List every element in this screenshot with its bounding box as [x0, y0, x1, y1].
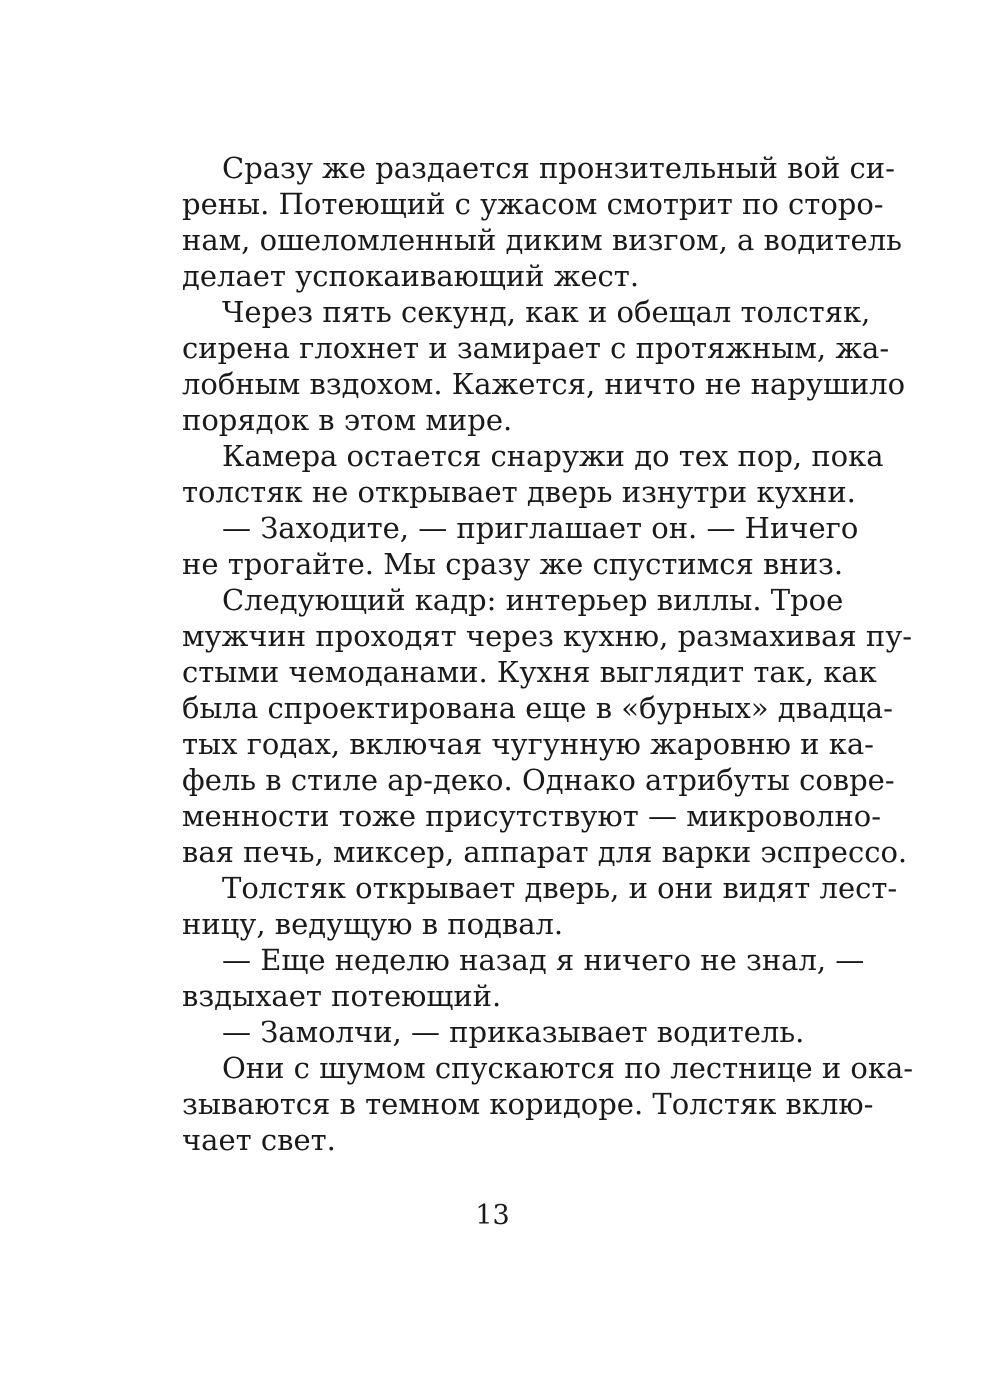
- text-line: была спроектирована еще в «бурных» двадца-: [182, 691, 893, 725]
- text-line: Через пять секунд, как и обещал толстяк,: [222, 295, 871, 329]
- text-line: нам, ошеломленный диким визгом, а водитель: [182, 223, 902, 257]
- text-line: Следующий кадр: интерьер виллы. Трое: [222, 583, 844, 617]
- paragraph: [182, 1050, 914, 1158]
- body-text: [182, 150, 914, 1158]
- text-line: мужчин проходят через кухню, размахивая пу-: [182, 619, 913, 653]
- text-line: сирена глохнет и замирает с протяжным, жа-: [182, 331, 890, 365]
- paragraph: [182, 510, 859, 582]
- paragraph: [182, 294, 906, 438]
- text-line: Камера остается снаружи до тех пор, пока: [222, 439, 884, 473]
- paragraph: [182, 1014, 805, 1050]
- paragraph: [182, 942, 865, 1014]
- text-line: делает успокаивающий жест.: [182, 259, 640, 293]
- text-line: фель в стиле ар-деко. Однако атрибуты совре-: [182, 763, 895, 797]
- paragraph: [182, 438, 884, 510]
- text-line: Толстяк открывает дверь, и они видят лест-: [222, 871, 898, 905]
- text-line: толстяк не открывает дверь изнутри кухни.: [182, 475, 856, 509]
- text-line: вая печь, миксер, аппарат для варки эспрессо.: [182, 835, 908, 869]
- text-line: стыми чемоданами. Кухня выглядит так, как: [182, 655, 877, 689]
- text-line: вздыхает потеющий.: [182, 979, 502, 1013]
- text-line: — Еще неделю назад я ничего не знал, —: [222, 943, 865, 977]
- text-line: менности тоже присутствуют — микроволно-: [182, 799, 882, 833]
- text-line: ницу, ведущую в подвал.: [182, 907, 564, 941]
- text-line: рены. Потеющий с ужасом смотрит по сторо-: [182, 187, 884, 221]
- text-line: Они с шумом спускаются по лестнице и ока-: [222, 1051, 914, 1085]
- paragraph: [182, 582, 913, 870]
- text-line: лобным вздохом. Кажется, ничто не нарушило: [182, 367, 906, 401]
- paragraph: [182, 870, 898, 942]
- text-line: порядок в этом мире.: [182, 403, 513, 437]
- page-number: 13: [475, 1200, 510, 1231]
- paragraph: [182, 150, 902, 294]
- text-line: не трогайте. Мы сразу же спустимся вниз.: [182, 547, 844, 581]
- text-line: зываются в темном коридоре. Толстяк вклю-: [182, 1087, 874, 1121]
- text-line: чает свет.: [182, 1123, 336, 1157]
- text-line: — Заходите, — приглашает он. — Ничего: [222, 511, 859, 545]
- text-line: — Замолчи, — приказывает водитель.: [222, 1015, 805, 1049]
- text-line: Сразу же раздается пронзительный вой си-: [222, 151, 895, 185]
- text-line: тых годах, включая чугунную жаровню и ка-: [182, 727, 874, 761]
